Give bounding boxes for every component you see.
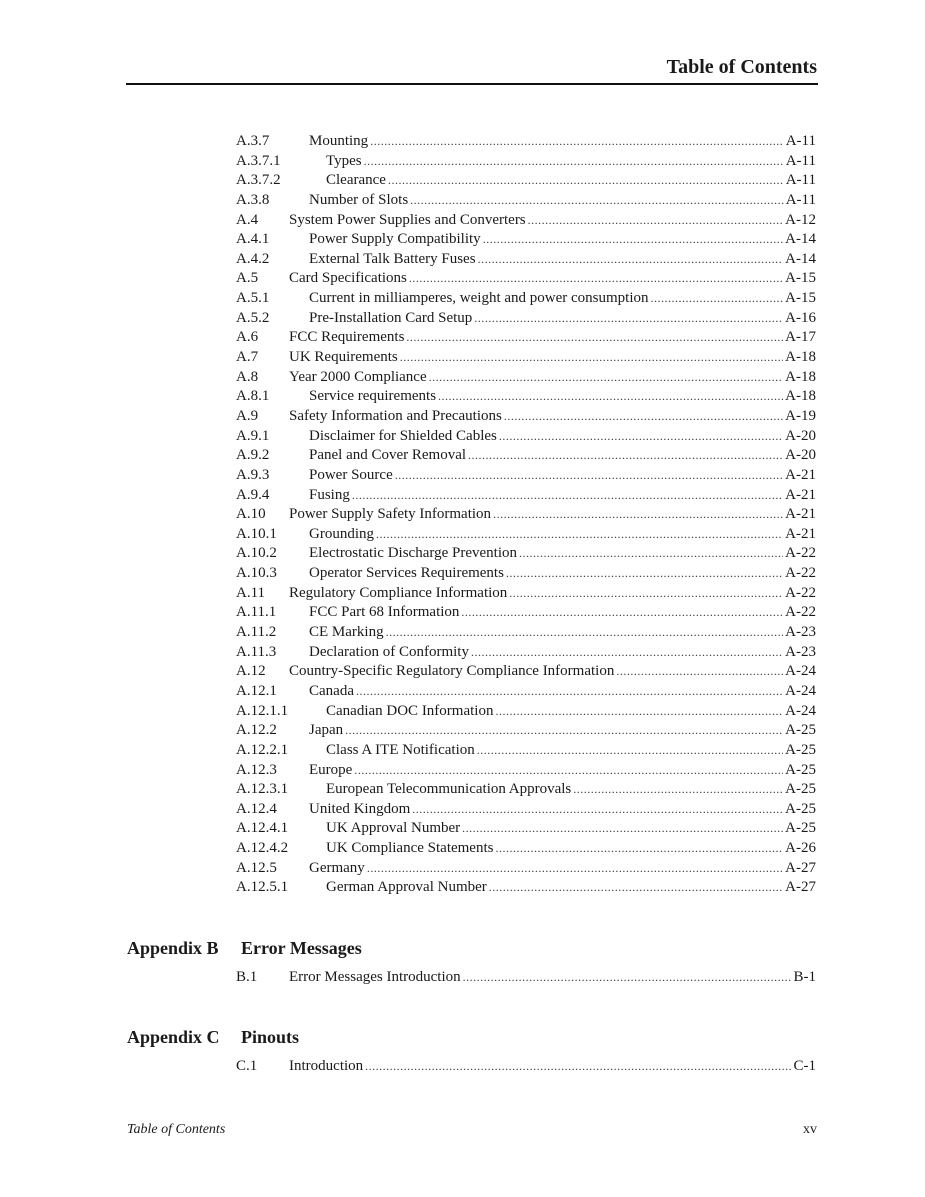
- toc-entry-page: A-18: [785, 349, 816, 366]
- dot-leader: [468, 446, 783, 466]
- toc-entry-number: A.11.1: [236, 604, 277, 621]
- toc-entry-number: A.12.4.1: [236, 820, 289, 837]
- toc-entry-number: C.1: [236, 1058, 258, 1074]
- toc-entry-number: A.9.3: [236, 466, 270, 483]
- toc-entry[interactable]: [236, 761, 816, 781]
- toc-entry-page: A-14: [785, 250, 816, 267]
- toc-entry-number: A.9.2: [236, 447, 270, 464]
- toc-entry[interactable]: [236, 289, 816, 309]
- toc-entry-page: A-24: [785, 682, 816, 699]
- toc-entry-b1[interactable]: [236, 968, 816, 988]
- dot-leader: [388, 171, 784, 191]
- dot-leader: [406, 328, 783, 348]
- toc-entry-page: A-25: [785, 722, 816, 739]
- toc-entry-title: Types: [326, 152, 362, 169]
- toc-entry[interactable]: [236, 741, 816, 761]
- dot-leader: [495, 839, 783, 859]
- toc-entry-number: A.8: [236, 368, 259, 385]
- toc-entry[interactable]: [236, 564, 816, 584]
- toc-entry-page: A-22: [785, 604, 816, 621]
- toc-entry-number: B.1: [236, 969, 258, 985]
- toc-entry-title: Power Source: [309, 466, 393, 483]
- toc-entry-page: A-11: [785, 133, 816, 149]
- toc-entry-number: A.12.2.1: [236, 741, 289, 758]
- toc-entry-title: Card Specifications: [289, 270, 407, 287]
- toc-entry-page: A-20: [785, 427, 816, 444]
- toc-entry[interactable]: [236, 132, 816, 152]
- toc-entry-number: A.12.4: [236, 800, 277, 817]
- toc-entry-page: A-19: [785, 407, 816, 424]
- dot-leader: [400, 348, 783, 368]
- toc-entry-title: Canadian DOC Information: [326, 702, 494, 719]
- toc-entry-title: Declaration of Conformity: [309, 643, 469, 660]
- toc-entry-number: A.12.3: [236, 761, 277, 778]
- dot-leader: [395, 466, 783, 486]
- toc-entry-title: Error Messages Introduction: [289, 969, 461, 985]
- toc-entry-title: Mounting: [309, 133, 369, 149]
- toc-entry[interactable]: [236, 819, 816, 839]
- toc-entry[interactable]: [236, 839, 816, 859]
- toc-entry-title: Operator Services Requirements: [309, 565, 504, 582]
- toc-entry-title: FCC Part 68 Information: [309, 604, 460, 621]
- toc-entry-number: A.4: [236, 211, 259, 228]
- toc-entry-title: Introduction: [289, 1058, 364, 1074]
- toc-entry-page: A-22: [785, 545, 816, 562]
- toc-entry-page: A-25: [785, 820, 816, 837]
- appendix-b-title: Error Messages: [241, 938, 362, 958]
- toc-entry-number: A.12.4.2: [236, 840, 289, 857]
- toc-entry-page: A-15: [785, 270, 816, 287]
- toc-entry-page: A-14: [785, 231, 816, 248]
- toc-entry-number: A.5.1: [236, 290, 270, 307]
- toc-entry-title: Electrostatic Discharge Prevention: [309, 545, 517, 562]
- toc-entry-title: UK Approval Number: [326, 820, 461, 837]
- toc-entry-title: FCC Requirements: [289, 329, 405, 346]
- toc-entry[interactable]: [236, 682, 816, 702]
- dot-leader: [506, 564, 783, 584]
- toc-entry[interactable]: [236, 525, 816, 545]
- toc-entry-page: A-22: [785, 565, 816, 582]
- toc-entry-number: A.11: [236, 584, 266, 601]
- toc-entry-title: UK Compliance Statements: [326, 840, 494, 857]
- dot-leader: [356, 682, 783, 702]
- toc-entry[interactable]: [236, 269, 816, 289]
- toc-entry-page: A-23: [785, 643, 816, 660]
- toc-entry-page: A-27: [785, 879, 816, 896]
- dot-leader: [483, 230, 783, 250]
- dot-leader: [386, 623, 784, 643]
- toc-entry[interactable]: [236, 780, 816, 800]
- dot-leader: [462, 819, 783, 839]
- toc-entry-page: A-24: [785, 663, 816, 680]
- dot-leader: [429, 368, 784, 388]
- toc-entry-number: A.10.2: [236, 545, 277, 562]
- toc-entry-page: A-26: [785, 840, 816, 857]
- toc-entry-title: Class A ITE Notification: [326, 741, 475, 758]
- toc-entry[interactable]: [236, 623, 816, 643]
- toc-entry[interactable]: [236, 171, 816, 191]
- dot-leader: [499, 427, 783, 447]
- dot-leader: [495, 702, 783, 722]
- page-title: Table of Contents: [666, 56, 817, 78]
- toc-entry-number: A.10: [236, 506, 266, 523]
- toc-entry-title: Power Supply Compatibility: [309, 231, 481, 248]
- toc-entry-title: Fusing: [309, 486, 350, 503]
- toc-entry-number: A.7: [236, 349, 259, 366]
- toc-entry-number: A.3.7: [236, 133, 270, 149]
- toc-entry-title: Country-Specific Regulatory Compliance Information: [289, 663, 615, 680]
- toc-entry-title: Japan: [309, 722, 344, 739]
- toc-entry[interactable]: [236, 152, 816, 172]
- toc-entry[interactable]: [236, 505, 816, 525]
- toc-entry[interactable]: [236, 878, 816, 898]
- toc-entry-title: CE Marking: [309, 624, 384, 641]
- dot-leader: [509, 584, 783, 604]
- dot-leader: [528, 211, 784, 231]
- dot-leader: [651, 289, 784, 309]
- toc-entry-number: A.5: [236, 270, 259, 287]
- toc-entry-title: Power Supply Safety Information: [289, 506, 492, 523]
- dot-leader: [364, 152, 784, 172]
- toc-entry[interactable]: [236, 348, 816, 368]
- toc-entry-page: A-16: [785, 309, 816, 326]
- toc-entry-number: A.3.8: [236, 191, 270, 208]
- toc-entry-number: A.11.2: [236, 624, 277, 641]
- toc-entry-number: A.10.3: [236, 565, 277, 582]
- toc-entry[interactable]: [236, 702, 816, 722]
- toc-entry-page: A-11: [785, 172, 816, 189]
- toc-entry[interactable]: [236, 250, 816, 270]
- dot-leader: [463, 968, 792, 988]
- toc-entry-title: Regulatory Compliance Information: [289, 584, 508, 601]
- toc-entry-page: A-21: [785, 506, 816, 523]
- toc-entry[interactable]: [236, 662, 816, 682]
- footer-page-number: xv: [803, 1122, 817, 1137]
- dot-leader: [365, 1057, 791, 1077]
- toc-entry-page: A-23: [785, 624, 816, 641]
- toc-entry-number: A.12.1.1: [236, 702, 289, 719]
- dot-leader: [474, 309, 783, 329]
- toc-entry-number: A.8.1: [236, 388, 270, 405]
- toc-entry-number: A.12: [236, 663, 266, 680]
- toc-entry-title: Number of Slots: [309, 191, 409, 208]
- toc-entry-title: External Talk Battery Fuses: [309, 250, 476, 267]
- dot-leader: [477, 741, 783, 761]
- toc-entry-page: A-11: [785, 191, 816, 208]
- dot-leader: [478, 250, 784, 270]
- appendix-b-heading[interactable]: [127, 938, 362, 959]
- dot-leader: [352, 486, 783, 506]
- dot-leader: [461, 603, 783, 623]
- toc-list: [236, 132, 816, 898]
- toc-entry[interactable]: [236, 328, 816, 348]
- toc-entry-c1[interactable]: [236, 1057, 816, 1077]
- toc-entry-page: A-11: [785, 152, 816, 169]
- toc-entry-title: Safety Information and Precautions: [289, 407, 502, 424]
- toc-entry-title: Disclaimer for Shielded Cables: [309, 427, 497, 444]
- toc-entry-number: A.11.3: [236, 643, 277, 660]
- appendix-c-title: Pinouts: [241, 1027, 300, 1047]
- toc-entry[interactable]: [236, 427, 816, 447]
- dot-leader: [410, 191, 784, 211]
- dot-leader: [504, 407, 783, 427]
- toc-entry[interactable]: [236, 407, 816, 427]
- toc-entry-page: A-15: [785, 290, 816, 307]
- dot-leader: [345, 721, 783, 741]
- toc-entry-number: A.12.2: [236, 722, 277, 739]
- toc-entry-page: A-25: [785, 781, 816, 798]
- toc-entry[interactable]: [236, 584, 816, 604]
- toc-entry[interactable]: [236, 368, 816, 388]
- toc-entry[interactable]: [236, 466, 816, 486]
- toc-entry[interactable]: [236, 309, 816, 329]
- toc-entry[interactable]: [236, 211, 816, 231]
- appendix-c-heading[interactable]: [127, 1027, 299, 1048]
- toc-entry-number: A.9.4: [236, 486, 270, 503]
- toc-entry-number: A.10.1: [236, 525, 277, 542]
- toc-entry-page: A-12: [785, 211, 816, 228]
- toc-entry-page: A-20: [785, 447, 816, 464]
- toc-entry-page: A-25: [785, 761, 816, 778]
- toc-entry[interactable]: [236, 230, 816, 250]
- dot-leader: [438, 387, 783, 407]
- toc-entry[interactable]: [236, 603, 816, 623]
- toc-entry-title: Clearance: [326, 172, 386, 189]
- toc-entry-title: Current in milliamperes, weight and power consumption: [309, 290, 649, 307]
- footer-section-title: Table of Contents: [127, 1122, 226, 1137]
- toc-entry-number: A.5.2: [236, 309, 270, 326]
- toc-entry-title: Germany: [309, 859, 365, 876]
- toc-entry-number: A.9.1: [236, 427, 270, 444]
- toc-entry[interactable]: [236, 859, 816, 879]
- dot-leader: [493, 505, 783, 525]
- toc-entry-number: A.12.3.1: [236, 781, 289, 798]
- toc-entry-title: Europe: [309, 761, 353, 778]
- toc-entry-number: A.9: [236, 407, 259, 424]
- toc-entry-page: A-22: [785, 584, 816, 601]
- toc-entry-page: A-21: [785, 486, 816, 503]
- toc-entry-title: European Telecommunication Approvals: [326, 781, 572, 798]
- toc-entry-page: B-1: [793, 969, 816, 985]
- toc-entry-page: C-1: [793, 1058, 816, 1074]
- toc-entry[interactable]: [236, 486, 816, 506]
- dot-leader: [471, 643, 783, 663]
- toc-entry-title: Pre-Installation Card Setup: [309, 309, 473, 326]
- toc-entry-title: System Power Supplies and Converters: [289, 211, 526, 228]
- toc-entry-number: A.12.1: [236, 682, 277, 699]
- dot-leader: [412, 800, 783, 820]
- toc-entry-title: Grounding: [309, 525, 374, 542]
- toc-entry-title: UK Requirements: [289, 349, 398, 366]
- dot-leader: [370, 132, 784, 152]
- toc-entry-page: A-17: [785, 329, 816, 346]
- toc-entry-title: Service requirements: [309, 388, 437, 405]
- toc-entry-number: A.3.7.1: [236, 152, 281, 169]
- toc-entry-page: A-18: [785, 388, 816, 405]
- dot-leader: [573, 780, 783, 800]
- toc-entry-page: A-25: [785, 741, 816, 758]
- toc-entry-number: A.6: [236, 329, 259, 346]
- dot-leader: [354, 761, 783, 781]
- toc-entry[interactable]: [236, 387, 816, 407]
- dot-leader: [367, 859, 783, 879]
- toc-entry-title: Year 2000 Compliance: [289, 368, 427, 385]
- toc-entry-number: A.12.5.1: [236, 879, 289, 896]
- toc-entry-title: Canada: [309, 682, 354, 699]
- toc-entry-number: A.3.7.2: [236, 172, 281, 189]
- toc-entry[interactable]: [236, 191, 816, 211]
- appendix-b-label: Appendix B: [127, 938, 219, 958]
- toc-entry-page: A-21: [785, 466, 816, 483]
- toc-entry-title: German Approval Number: [326, 879, 487, 896]
- toc-entry-page: A-18: [785, 368, 816, 385]
- toc-entry-page: A-25: [785, 800, 816, 817]
- header-rule: [126, 83, 818, 85]
- toc-entry-number: A.4.2: [236, 250, 270, 267]
- toc-entry[interactable]: [236, 643, 816, 663]
- dot-leader: [409, 269, 783, 289]
- toc-entry-page: A-21: [785, 525, 816, 542]
- dot-leader: [616, 662, 783, 682]
- toc-entry-number: A.12.5: [236, 859, 277, 876]
- toc-entry[interactable]: [236, 544, 816, 564]
- appendix-c-label: Appendix C: [127, 1027, 220, 1047]
- toc-entry-title: United Kingdom: [309, 800, 411, 817]
- toc-entry-number: A.4.1: [236, 231, 270, 248]
- dot-leader: [519, 544, 783, 564]
- toc-entry[interactable]: [236, 800, 816, 820]
- toc-entry-title: Panel and Cover Removal: [309, 447, 467, 464]
- toc-entry-page: A-27: [785, 859, 816, 876]
- dot-leader: [489, 878, 783, 898]
- toc-entry-page: A-24: [785, 702, 816, 719]
- toc-entry[interactable]: [236, 446, 816, 466]
- dot-leader: [376, 525, 783, 545]
- toc-entry[interactable]: [236, 721, 816, 741]
